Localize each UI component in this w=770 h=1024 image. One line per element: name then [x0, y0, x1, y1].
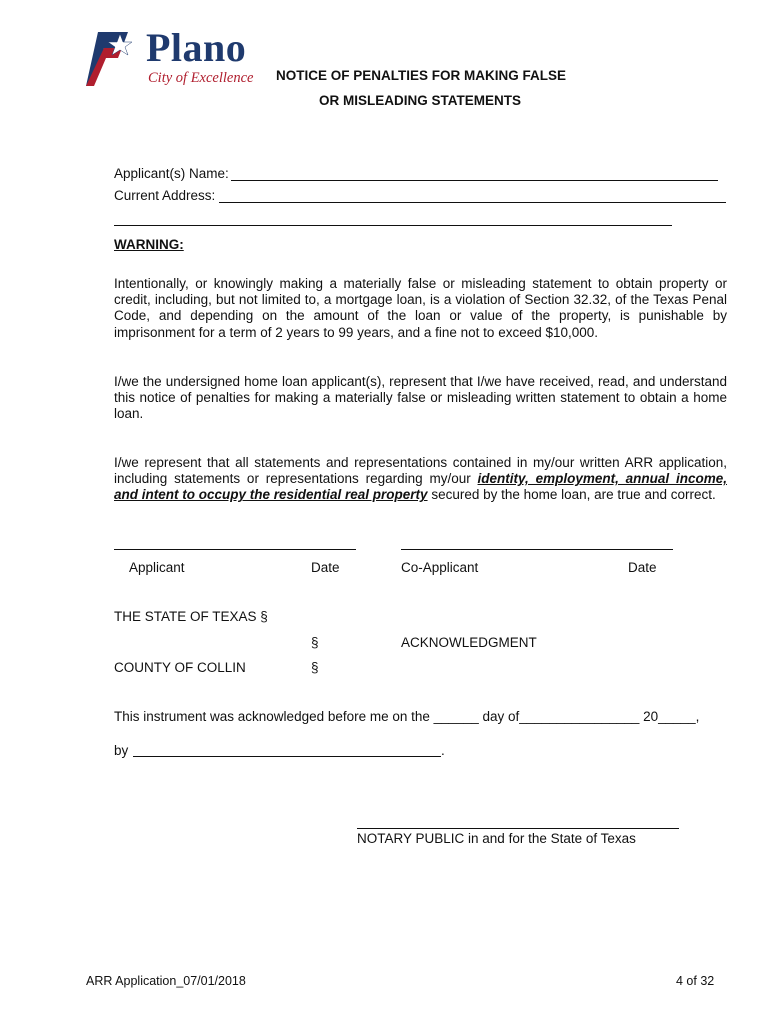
warning-paragraph-3 [114, 455, 727, 504]
current-address-label: Current Address: [114, 188, 216, 203]
applicant-label: Applicant [129, 560, 185, 575]
by-period: . [441, 743, 445, 758]
warning-paragraph-1: Intentionally, or knowingly making a materially false or misleading statement to obtain property or credit, including, but not limited to, a mortgage loan, is a violation of Section 32.32, of the Texas Penal Code, and depending on the amount of the loan or value of the property, is punishable by imprisonment for a term of 2 years to 99 years, and a fine not to exceed $10,000. [114, 276, 727, 340]
logo-tagline: City of Excellence [148, 70, 254, 86]
footer-page-number: 4 of 32 [676, 974, 715, 988]
section-mark-2: § [311, 660, 319, 675]
warning-paragraph-2: I/we the undersigned home loan applicant(s), represent that I/we have received, read, and understand this notice of penalties for making a materially false or misleading written statement to obtain a home loan. [114, 374, 727, 422]
co-applicant-label: Co-Applicant [401, 560, 479, 575]
logo-wordmark: Plano [146, 25, 247, 70]
page-title-line2: OR MISLEADING STATEMENTS [319, 93, 521, 108]
state-of-texas: THE STATE OF TEXAS § [114, 609, 268, 624]
plano-logo [84, 25, 264, 90]
warning-heading: WARNING: [114, 237, 184, 252]
star-emblem-icon [84, 28, 144, 88]
paragraph-3-start: I/we represent that all statements and representations contained in my/our written ARR application, including statements or representations regarding my/our [114, 455, 727, 487]
instrument-acknowledged-text: This instrument was acknowledged before me on the ______ day of________________ 20_____, [114, 709, 700, 724]
applicant-name-label: Applicant(s) Name: [114, 166, 229, 181]
current-address-line[interactable] [219, 202, 726, 203]
footer-document-id: ARR Application_07/01/2018 [86, 974, 246, 988]
page-title-line1: NOTICE OF PENALTIES FOR MAKING FALSE [276, 68, 567, 83]
notary-public-label: NOTARY PUBLIC in and for the State of Texas [357, 831, 636, 846]
applicant-date-label: Date [311, 560, 340, 575]
county-of-collin: COUNTY OF COLLIN [114, 660, 246, 675]
notary-signature-line[interactable] [357, 828, 679, 829]
applicant-signature-line[interactable] [114, 549, 356, 550]
acknowledgment-heading: ACKNOWLEDGMENT [401, 635, 537, 650]
co-applicant-date-label: Date [628, 560, 657, 575]
applicant-name-line[interactable] [231, 180, 718, 181]
by-label: by [114, 743, 129, 758]
co-applicant-signature-line[interactable] [401, 549, 673, 550]
section-mark-1: § [311, 635, 319, 650]
paragraph-3-emphasis: identity, employment, annual income, and intent to occupy the residential real property [114, 471, 727, 503]
current-address-line-2[interactable] [114, 225, 672, 226]
paragraph-3-end: secured by the home loan, are true and correct. [427, 487, 716, 503]
by-signature-line[interactable] [133, 756, 441, 757]
